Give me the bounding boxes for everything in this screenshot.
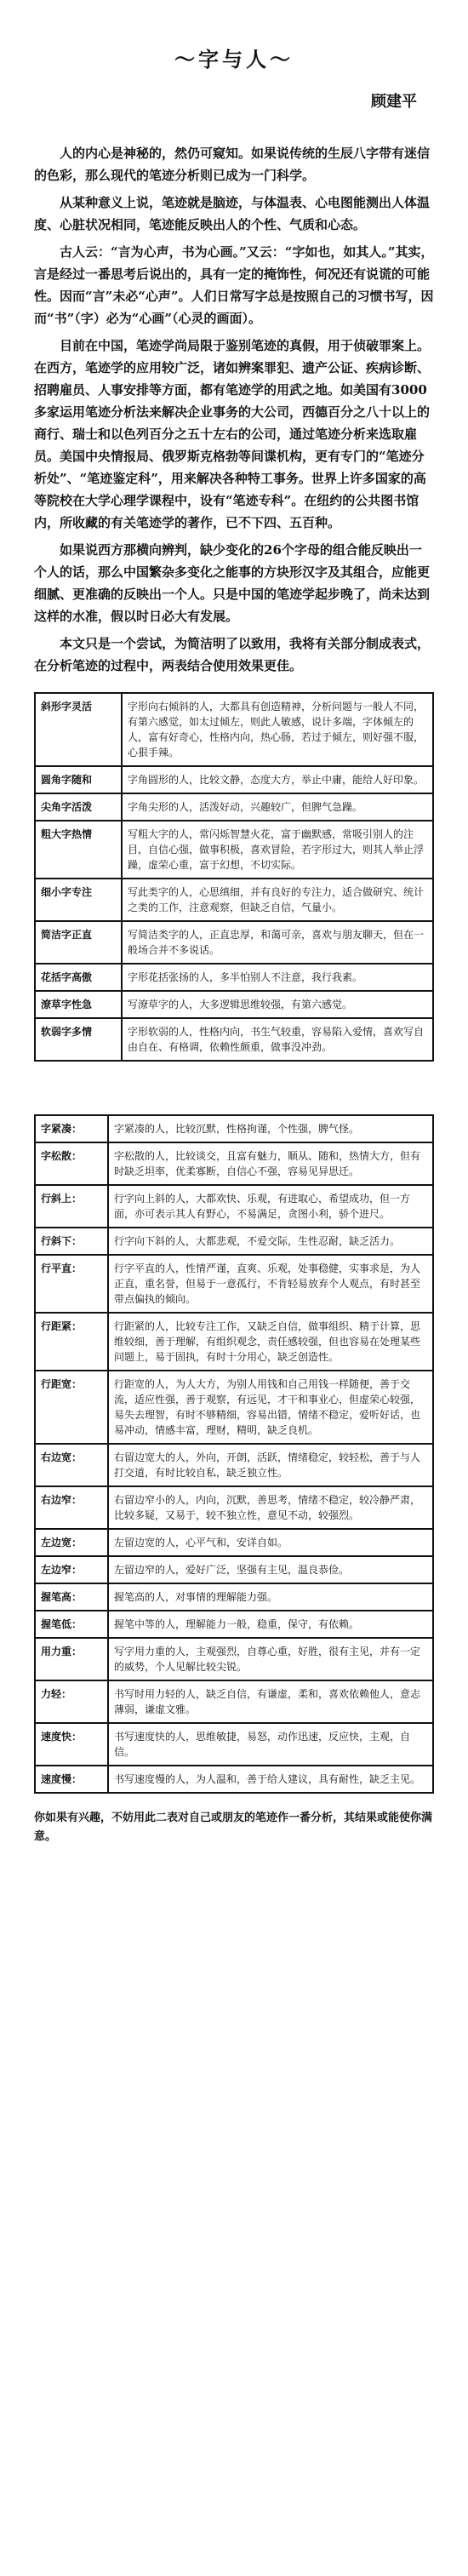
trait-name-cell: 用力重：: [35, 1638, 108, 1680]
table-row: [35, 964, 433, 991]
trait-name-cell: 软弱字多情: [35, 1018, 122, 1061]
trait-desc-cell: 字形软弱的人，性格内向，书生气较重，容易陷入爱情，喜欢写自由自在、有格调，依赖性颇重，做事没冲劲。: [122, 1018, 433, 1061]
trait-desc-cell: 书写时用力轻的人，缺乏自信，有谦虚，柔和，喜欢依赖他人，意志薄弱，谦虚文雅。: [108, 1680, 433, 1723]
trait-name-cell: 圆角字随和: [35, 766, 122, 793]
table-spacer: [34, 1062, 434, 1099]
trait-desc-cell: 字紧凑的人，比较沉默，性格拘谨，个性强，脾气怪。: [108, 1115, 433, 1142]
table-row: [35, 1115, 433, 1142]
trait-desc-cell: 左留边宽的人，心平气和，安详自如。: [108, 1529, 433, 1556]
table-row: [35, 1611, 433, 1638]
paragraph: 从某种意义上说，笔迹就是脑迹，与体温表、心电图能测出人体温度、心脏状况相同，笔迹能反映出人的个性、气质和心态。: [34, 195, 431, 232]
trait-name-cell: 握笔低：: [35, 1611, 108, 1638]
trait-name-cell: 行斜下：: [35, 1228, 108, 1255]
table-row: [35, 1185, 433, 1228]
table-row: [35, 1680, 433, 1723]
table-row: [35, 1529, 433, 1556]
trait-name-cell: 速度慢：: [35, 1766, 108, 1793]
trait-name-cell: 力轻：: [35, 1680, 108, 1723]
trait-name-cell: 右边窄：: [35, 1486, 108, 1529]
trait-desc-cell: 右留边窄小的人，内向，沉默，善思考，情绪不稳定，较冷静严肃，比较多疑，又易于，较不独立性，意见不动，较强烈。: [108, 1486, 433, 1529]
table-row: [35, 1018, 433, 1061]
trait-desc-cell: 字松散的人，比较谈交，且富有魅力，顺从、随和，热情大方，但有时缺乏坦率，优柔寡断，自信心不强，容易见异思迁。: [108, 1142, 433, 1185]
trait-name-cell: 左边窄：: [35, 1556, 108, 1583]
trait-name-cell: 斜形字灵活: [35, 693, 122, 766]
table-row: [35, 821, 433, 879]
trait-name-cell: 潦草字性急: [35, 991, 122, 1018]
trait-name-cell: 粗大字热情: [35, 821, 122, 879]
trait-name-cell: 花括字高傲: [35, 964, 122, 991]
trait-desc-cell: 握笔中等的人，理解能力一般，稳重，保守，有依赖。: [108, 1611, 433, 1638]
trait-desc-cell: 写简洁类字的人，正直忠厚，和蔼可亲，喜欢与朋友聊天，但在一般场合并不多说话。: [122, 921, 433, 964]
paragraph: 目前在中国，笔迹学尚局限于鉴别笔迹的真假，用于侦破罪案上。在西方，笔迹学的应用较广泛，诸如辨案罪犯、遗产公证、疾病诊断、招聘雇员、人事安排等方面，都有笔迹学的用武之地。如美国有3000多家运用笔迹分析法来解决企业事务的大公司，西德百分之八十以上的商行、瑞士和以色列百分之五十左右的公司，通过笔迹分析来选取雇员。美国中央情报局、俄罗斯克格勃等间谍机构，更有专门的“笔迹分析处”、“笔迹鉴定科”，用来解决各种特工事务。世界上许多国家的高等院校在大学心理学课程中，设有“笔迹专科”。在纽约的公共图书馆内，所收藏的有关笔迹学的著作，已不下四、五百种。: [34, 338, 431, 530]
trait-name-cell: 字松散：: [35, 1142, 108, 1185]
table-2-wrap: [34, 1114, 434, 1794]
paragraph: 如果说西方那横向辨判，缺少变化的26个字母的组合能反映出一个人的话，那么中国繁杂多变化之能事的方块形汉字及其组合，应能更细腻、更准确的反映出一个人。只是中国的笔迹学起步晚了，尚未达到这样的水准，假以时日必大有发展。: [34, 542, 431, 624]
trait-desc-cell: 行距紧的人，比较专注工作，又缺乏自信，做事组织、精于计算，思维较细，善于理解，有组织观念，责任感较强，但也容易在处理某些问题上，易于固执，有时十分用心，缺乏创造性。: [108, 1313, 433, 1371]
trait-name-cell: 字紧凑：: [35, 1115, 108, 1142]
paragraph: 人的内心是神秘的，然仍可窥知。如果说传统的生辰八字带有迷信的色彩，那么现代的笔迹分析则已成为一门科学。: [34, 146, 431, 183]
table-row: [35, 991, 433, 1018]
handwriting-traits-table-1: [34, 692, 434, 1062]
trait-desc-cell: 写潦草字的人，大多逻辑思维较强，有第六感觉。: [122, 991, 433, 1018]
trait-name-cell: 细小字专注: [35, 879, 122, 921]
table-row: [35, 1255, 433, 1313]
trait-name-cell: 行斜上：: [35, 1185, 108, 1228]
handwriting-traits-table-2: [34, 1114, 434, 1794]
trait-name-cell: 握笔高：: [35, 1583, 108, 1611]
trait-desc-cell: 写粗大字的人，常闪烁智慧火花，富于幽默感，常吸引别人的注目，自信心强，做事积极，喜欢冒险，若字形过大，则其人举止浮躁，虚荣心重，富于幻想，不切实际。: [122, 821, 433, 879]
closing-note: 你如果有兴趣，不妨用此二表对自己或朋友的笔迹作一番分析，其结果或能使你满意。: [34, 1812, 433, 1843]
trait-desc-cell: 写字用力重的人，主观强烈，自尊心重，好胜，很有主见，并有一定的威势，个人见解比较尖锐。: [108, 1638, 433, 1680]
trait-desc-cell: 书写速度慢的人，为人温和，善于给人建议，具有耐性，缺乏主见。: [108, 1766, 433, 1793]
trait-name-cell: 尖角字活泼: [35, 793, 122, 821]
table-row: [35, 1486, 433, 1529]
article-author: 顾建平: [371, 93, 417, 111]
trait-name-cell: 行距紧：: [35, 1313, 108, 1371]
paragraph: 古人云：“言为心声，书为心画。”又云：“字如也，如其人。”其实，言是经过一番思考后说出的，具有一定的掩饰性，何况还有说谎的可能性。因而“言”未必“心声”。人们日常写字总是按照自己的习惯书写，因而“书”（字）必为“心画”（心灵的画面）。: [34, 244, 434, 326]
trait-desc-cell: 字形向右倾斜的人，大都具有创造精神，分析问题与一般人不同，有第六感觉，如太过倾左，则此人敏感，说计多端，字体倾左的人，富有好奇心，性格内向，热心肠，若过于倾左，则好强不服，心狠手辣。: [122, 693, 433, 766]
trait-name-cell: 简洁字正直: [35, 921, 122, 964]
trait-desc-cell: 右留边宽大的人，外向，开朗，活跃，情绪稳定，较轻松，善于与人打交道，有时比较自私，缺乏独立性。: [108, 1444, 433, 1486]
paragraph: 本文只是一个尝试，为简洁明了以致用，我将有关部分制成表式，在分析笔迹的过程中，两表结合使用效果更佳。: [34, 636, 431, 673]
trait-desc-cell: 行字向下斜的人，大都悲观，不爱交际，生性忍耐，缺乏活力。: [108, 1228, 433, 1255]
table-row: [35, 1313, 433, 1371]
trait-name-cell: 右边宽：: [35, 1444, 108, 1486]
table-row: [35, 1766, 433, 1793]
trait-name-cell: 左边宽：: [35, 1529, 108, 1556]
trait-desc-cell: 字形花括张扬的人，多半怕别人不注意，我行我素。: [122, 964, 433, 991]
table-row: [35, 793, 433, 821]
table-row: [35, 1228, 433, 1255]
trait-name-cell: 行距宽：: [35, 1371, 108, 1444]
trait-desc-cell: 行字向上斜的人，大都欢快、乐观，有进取心，希望成功，但一方面，亦可表示其人有野心，不易满足，贪图小利，骄个进尺。: [108, 1185, 433, 1228]
trait-desc-cell: 行距宽的人，为人大方，为别人用钱和自己用钱一样随便，善于交流，适应性强，善于观察，有远见，才干和事业心，但虚荣心较强，易失去理智，有时不够精细，容易出错，情绪不稳定，爱听好话，也易冲动，情感丰富，理财，精明，缺乏良机。: [108, 1371, 433, 1444]
table-row: [35, 693, 433, 766]
table-row: [35, 1371, 433, 1444]
table-row: [35, 1723, 433, 1766]
article-title: ～字与人～: [174, 47, 294, 72]
trait-desc-cell: 书写速度快的人，思维敏捷，易怒，动作迅速，反应快，主观，自信。: [108, 1723, 433, 1766]
article-body: [34, 142, 434, 677]
table-row: [35, 1638, 433, 1680]
table-row: [35, 1142, 433, 1185]
table-row: [35, 1444, 433, 1486]
trait-desc-cell: 写此类字的人，心思缜细，并有良好的专注力，适合做研究、统计之类的工作，注意观察，但缺乏自信，气量小。: [122, 879, 433, 921]
table-row: [35, 879, 433, 921]
table-row: [35, 766, 433, 793]
trait-name-cell: 速度快：: [35, 1723, 108, 1766]
trait-desc-cell: 行字平直的人，性情严谨，直爽、乐观，处事稳健，实事求是，为人正直，重名誉，但易于一意孤行，不肯轻易放弃个人观点，有时甚至带点偏执的倾向。: [108, 1255, 433, 1313]
trait-desc-cell: 字角圆形的人，比较文静，态度大方，举止中庸，能给人好印象。: [122, 766, 433, 793]
table-1-wrap: [34, 692, 434, 1062]
trait-desc-cell: 左留边窄的人，爱好广泛，坚强有主见，温良恭俭。: [108, 1556, 433, 1583]
table-row: [35, 921, 433, 964]
trait-desc-cell: 字角尖形的人，活泼好动，兴趣较广，但脾气急躁。: [122, 793, 433, 821]
trait-name-cell: 行平直：: [35, 1255, 108, 1313]
trait-desc-cell: 握笔高的人，对事情的理解能力强。: [108, 1583, 433, 1611]
table-row: [35, 1556, 433, 1583]
table-row: [35, 1583, 433, 1611]
